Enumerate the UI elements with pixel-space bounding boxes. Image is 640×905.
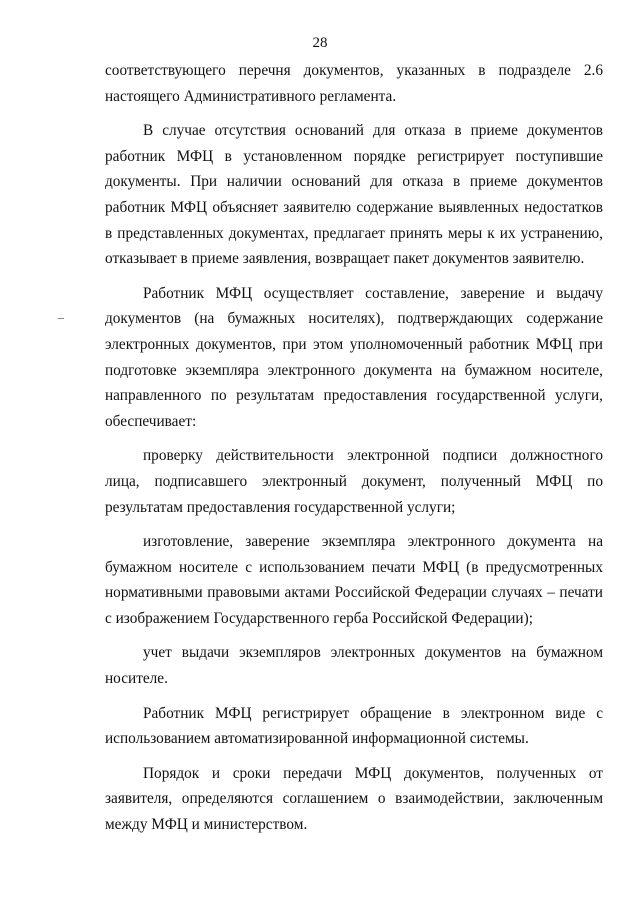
page-number: 28 [312, 35, 328, 51]
paragraph-signature-check: проверку действительности электронной подписи должностного лица, подписавшего электронный документ, полученный МФЦ по результатам предоставления государственной услуги; [105, 447, 603, 516]
paragraph-paper-copy: изготовление, заверение экземпляра электронного документа на бумажном носителе с использованием печати МФЦ (в предусмотренных нормативными правовыми актами Российской Федерации случаях – печати с изображением Государственного герба Российской Федерации); [105, 533, 603, 627]
document-body [105, 58, 603, 838]
paragraph-transfer-procedure: Порядок и сроки передачи МФЦ документов, полученных от заявителя, определяются соглашением о взаимодействии, заключенным между МФЦ и министерством. [105, 764, 603, 834]
paragraph-mfc-duties: Работник МФЦ осуществляет составление, заверение и выдачу документов (на бумажных носителях), подтверждающих содержание электронных документов, при этом уполномоченный работник МФЦ при подготовке экземпляра электронного документа на бумажном носителе, направленного по результатам предоставления государственной услуги, обеспечивает: [105, 284, 603, 430]
scan-artifact-mark [58, 318, 64, 319]
paragraph-issuance-record: учет выдачи экземпляров электронных документов на бумажном носителе. [105, 644, 603, 688]
paragraph-continuation: соответствующего перечня документов, указанных в подразделе 2.6 настоящего Административного регламента. [105, 62, 603, 105]
paragraph-refusal-grounds: В случае отсутствия оснований для отказа в приеме документов работник МФЦ в установленном порядке регистрирует поступившие документы. При наличии оснований для отказа в приеме документов работник МФЦ объясняет заявителю содержание выявленных недостатков в представленных документах, предлагает принять меры к их устранению, отказывает в приеме заявления, возвращает пакет документов заявителю. [105, 122, 603, 268]
paragraph-electronic-registration: Работник МФЦ регистрирует обращение в электронном виде с использованием автоматизированной информационной системы. [105, 704, 603, 748]
